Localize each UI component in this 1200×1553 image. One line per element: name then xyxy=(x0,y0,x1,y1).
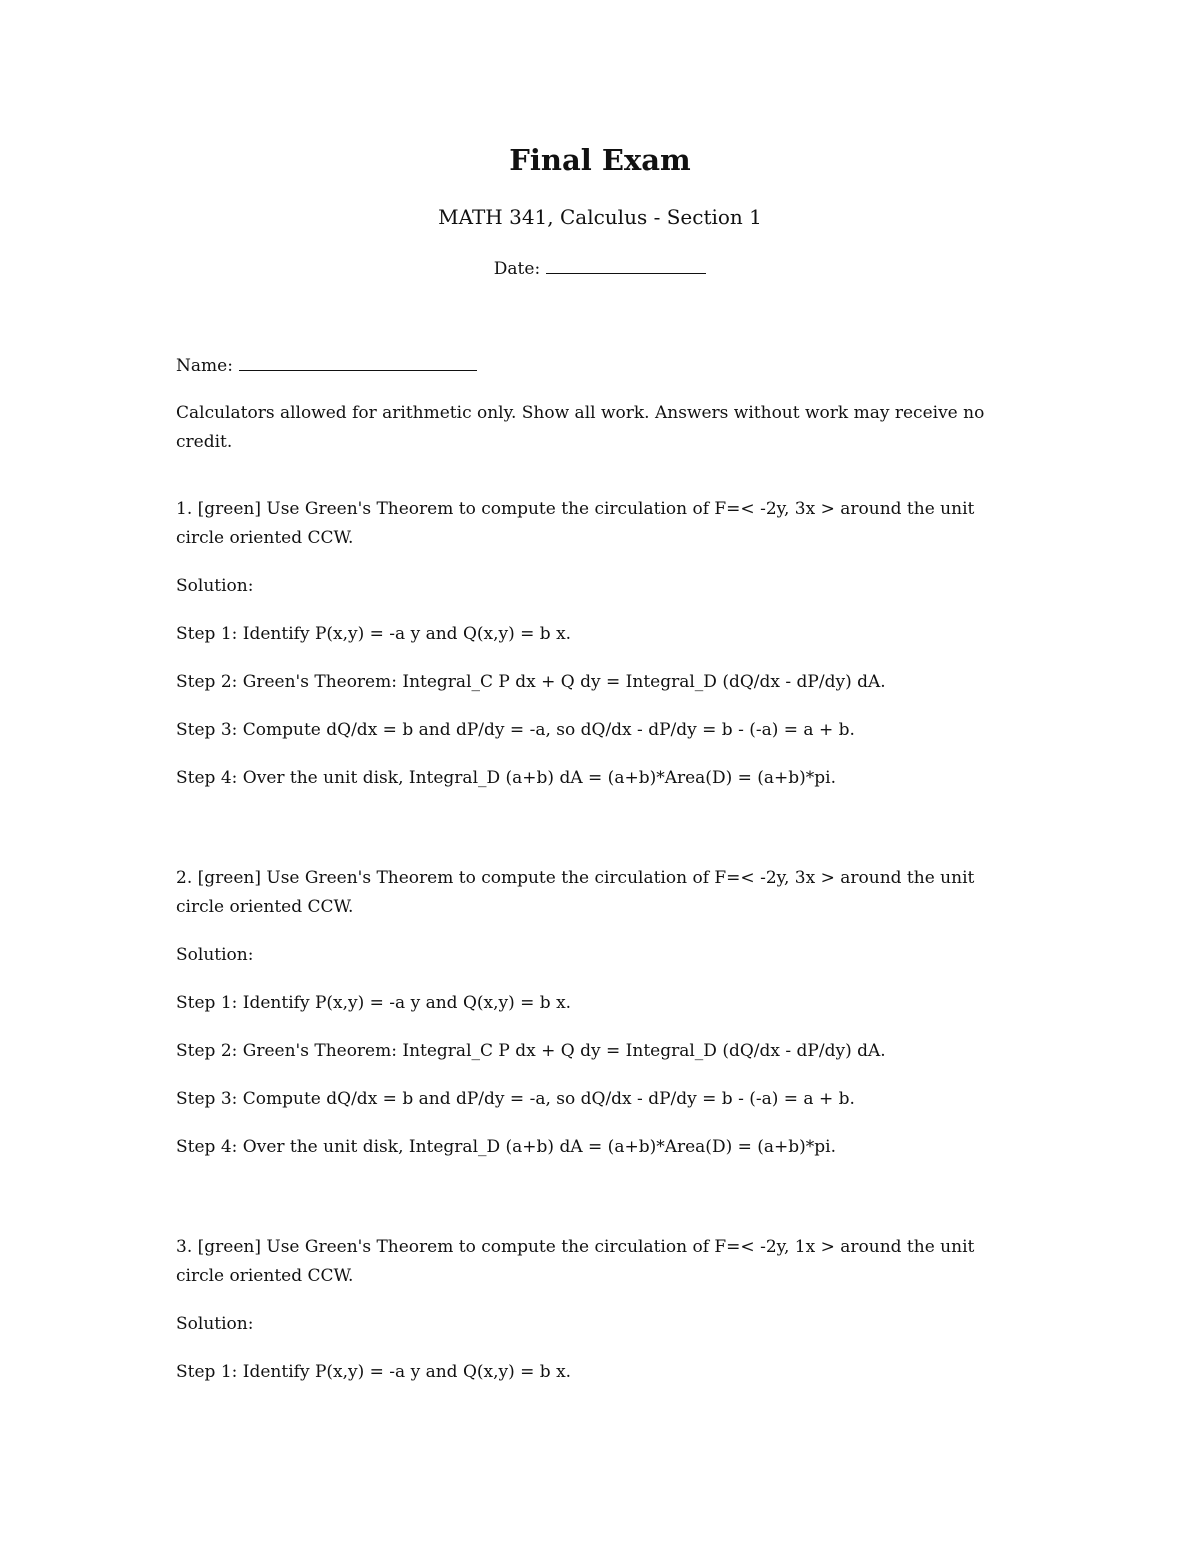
solution-step: Step 2: Green's Theorem: Integral_C P dx + Q dy = Integral_D (dQ/dx - dP/dy) dA. xyxy=(176,672,886,692)
name-line xyxy=(176,352,1026,381)
solution-step: Step 1: Identify P(x,y) = -a y and Q(x,y) = b x. xyxy=(176,993,572,1013)
solution-step: Step 2: Green's Theorem: Integral_C P dx + Q dy = Integral_D (dQ/dx - dP/dy) dA. xyxy=(176,1041,886,1061)
date-blank xyxy=(546,255,706,274)
solution-step: Step 4: Over the unit disk, Integral_D (a+b) dA = (a+b)*Area(D) = (a+b)*pi. xyxy=(176,768,837,788)
problem-question: 1. [green] Use Green's Theorem to compute the circulation of F=< -2y, 3x > around the unit circle oriented CCW. xyxy=(176,499,975,548)
name-blank xyxy=(239,352,477,371)
solution-step: Step 1: Identify P(x,y) = -a y and Q(x,y) = b x. xyxy=(176,1362,572,1382)
problem-question: 3. [green] Use Green's Theorem to compute the circulation of F=< -2y, 1x > around the unit circle oriented CCW. xyxy=(176,1237,975,1286)
solution-step: Step 3: Compute dQ/dx = b and dP/dy = -a, so dQ/dx - dP/dy = b - (-a) = a + b. xyxy=(176,1089,855,1109)
course-subtitle: MATH 341, Calculus - Section 1 xyxy=(438,205,762,229)
page-title: Final Exam xyxy=(509,143,691,177)
problem-2 xyxy=(176,864,1026,1181)
solution-label: Solution: xyxy=(176,945,254,965)
solution-step: Step 1: Identify P(x,y) = -a y and Q(x,y) = b x. xyxy=(176,624,572,644)
date-label: Date: xyxy=(493,259,541,279)
instructions: Calculators allowed for arithmetic only. Show all work. Answers without work may receive no credit. xyxy=(176,403,985,452)
problem-1 xyxy=(176,495,1026,812)
problem-3 xyxy=(176,1233,1026,1406)
solution-label: Solution: xyxy=(176,576,254,596)
name-label: Name: xyxy=(176,356,233,376)
problem-question: 2. [green] Use Green's Theorem to compute the circulation of F=< -2y, 3x > around the unit circle oriented CCW. xyxy=(176,868,975,917)
solution-step: Step 3: Compute dQ/dx = b and dP/dy = -a, so dQ/dx - dP/dy = b - (-a) = a + b. xyxy=(176,720,855,740)
solution-label: Solution: xyxy=(176,1314,254,1334)
solution-step: Step 4: Over the unit disk, Integral_D (a+b) dA = (a+b)*Area(D) = (a+b)*pi. xyxy=(176,1137,837,1157)
date-line xyxy=(0,255,1200,283)
